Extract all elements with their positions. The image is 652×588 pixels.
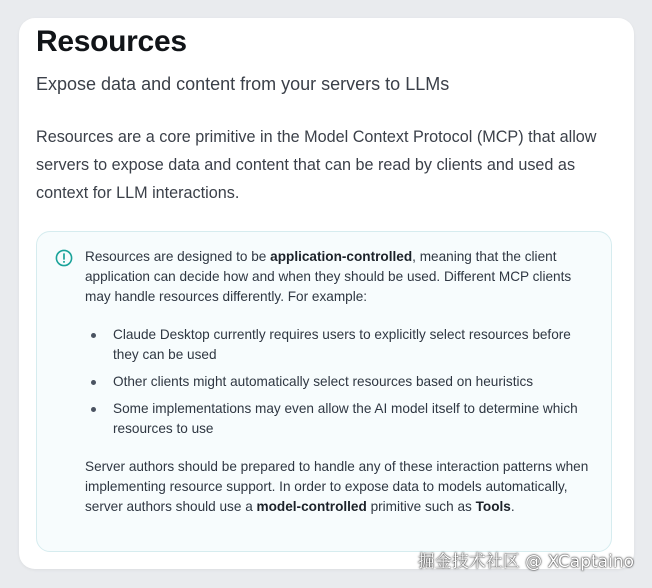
list-item-text: Some implementations may even allow the AI model itself to determine which resources to use xyxy=(113,401,578,436)
list-item-text: Claude Desktop currently requires users to explicitly select resources before they can be used xyxy=(113,327,571,362)
bullet-icon xyxy=(91,333,96,338)
list-item-text: Other clients might automatically select resources based on heuristics xyxy=(113,374,534,389)
list-item xyxy=(85,399,593,439)
intro-paragraph: Resources are a core primitive in the Model Context Protocol (MCP) that allow servers to expose data and content that can be read by clients and used as context for LLM interactions. xyxy=(36,128,597,202)
page-subtitle: Expose data and content from your servers to LLMs xyxy=(36,74,450,94)
callout-paragraph-1 xyxy=(85,247,593,307)
bullet-icon xyxy=(91,407,96,412)
callout-p1-text-rest: , meaning that the client application can decide how and when they should be used. Different MCP clients may handle resources differently. For example: xyxy=(85,249,572,304)
list-item xyxy=(85,325,593,365)
callout-p2-middle: primitive such as xyxy=(366,499,476,514)
application-controlled-term: application-controlled xyxy=(270,249,413,264)
callout-p2-end: . xyxy=(510,499,515,514)
info-callout xyxy=(36,231,612,552)
callout-p2-text: Server authors should be prepared to handle any of these interaction patterns when implementing resource support. In order to expose data to models automatically, server authors should use a xyxy=(85,459,589,514)
list-item xyxy=(85,372,593,392)
callout-p1-text: Resources are designed to be xyxy=(85,249,271,264)
bullet-icon xyxy=(91,380,96,385)
model-controlled-term: model-controlled xyxy=(256,499,367,514)
info-icon xyxy=(55,249,73,267)
watermark: 掘金技术社区 @ XCaptaino xyxy=(417,552,634,572)
examples-list xyxy=(85,325,593,439)
page-title: Resources xyxy=(36,25,187,58)
resources-card xyxy=(19,18,634,569)
tools-term: Tools xyxy=(475,499,511,514)
callout-paragraph-2 xyxy=(85,457,593,517)
